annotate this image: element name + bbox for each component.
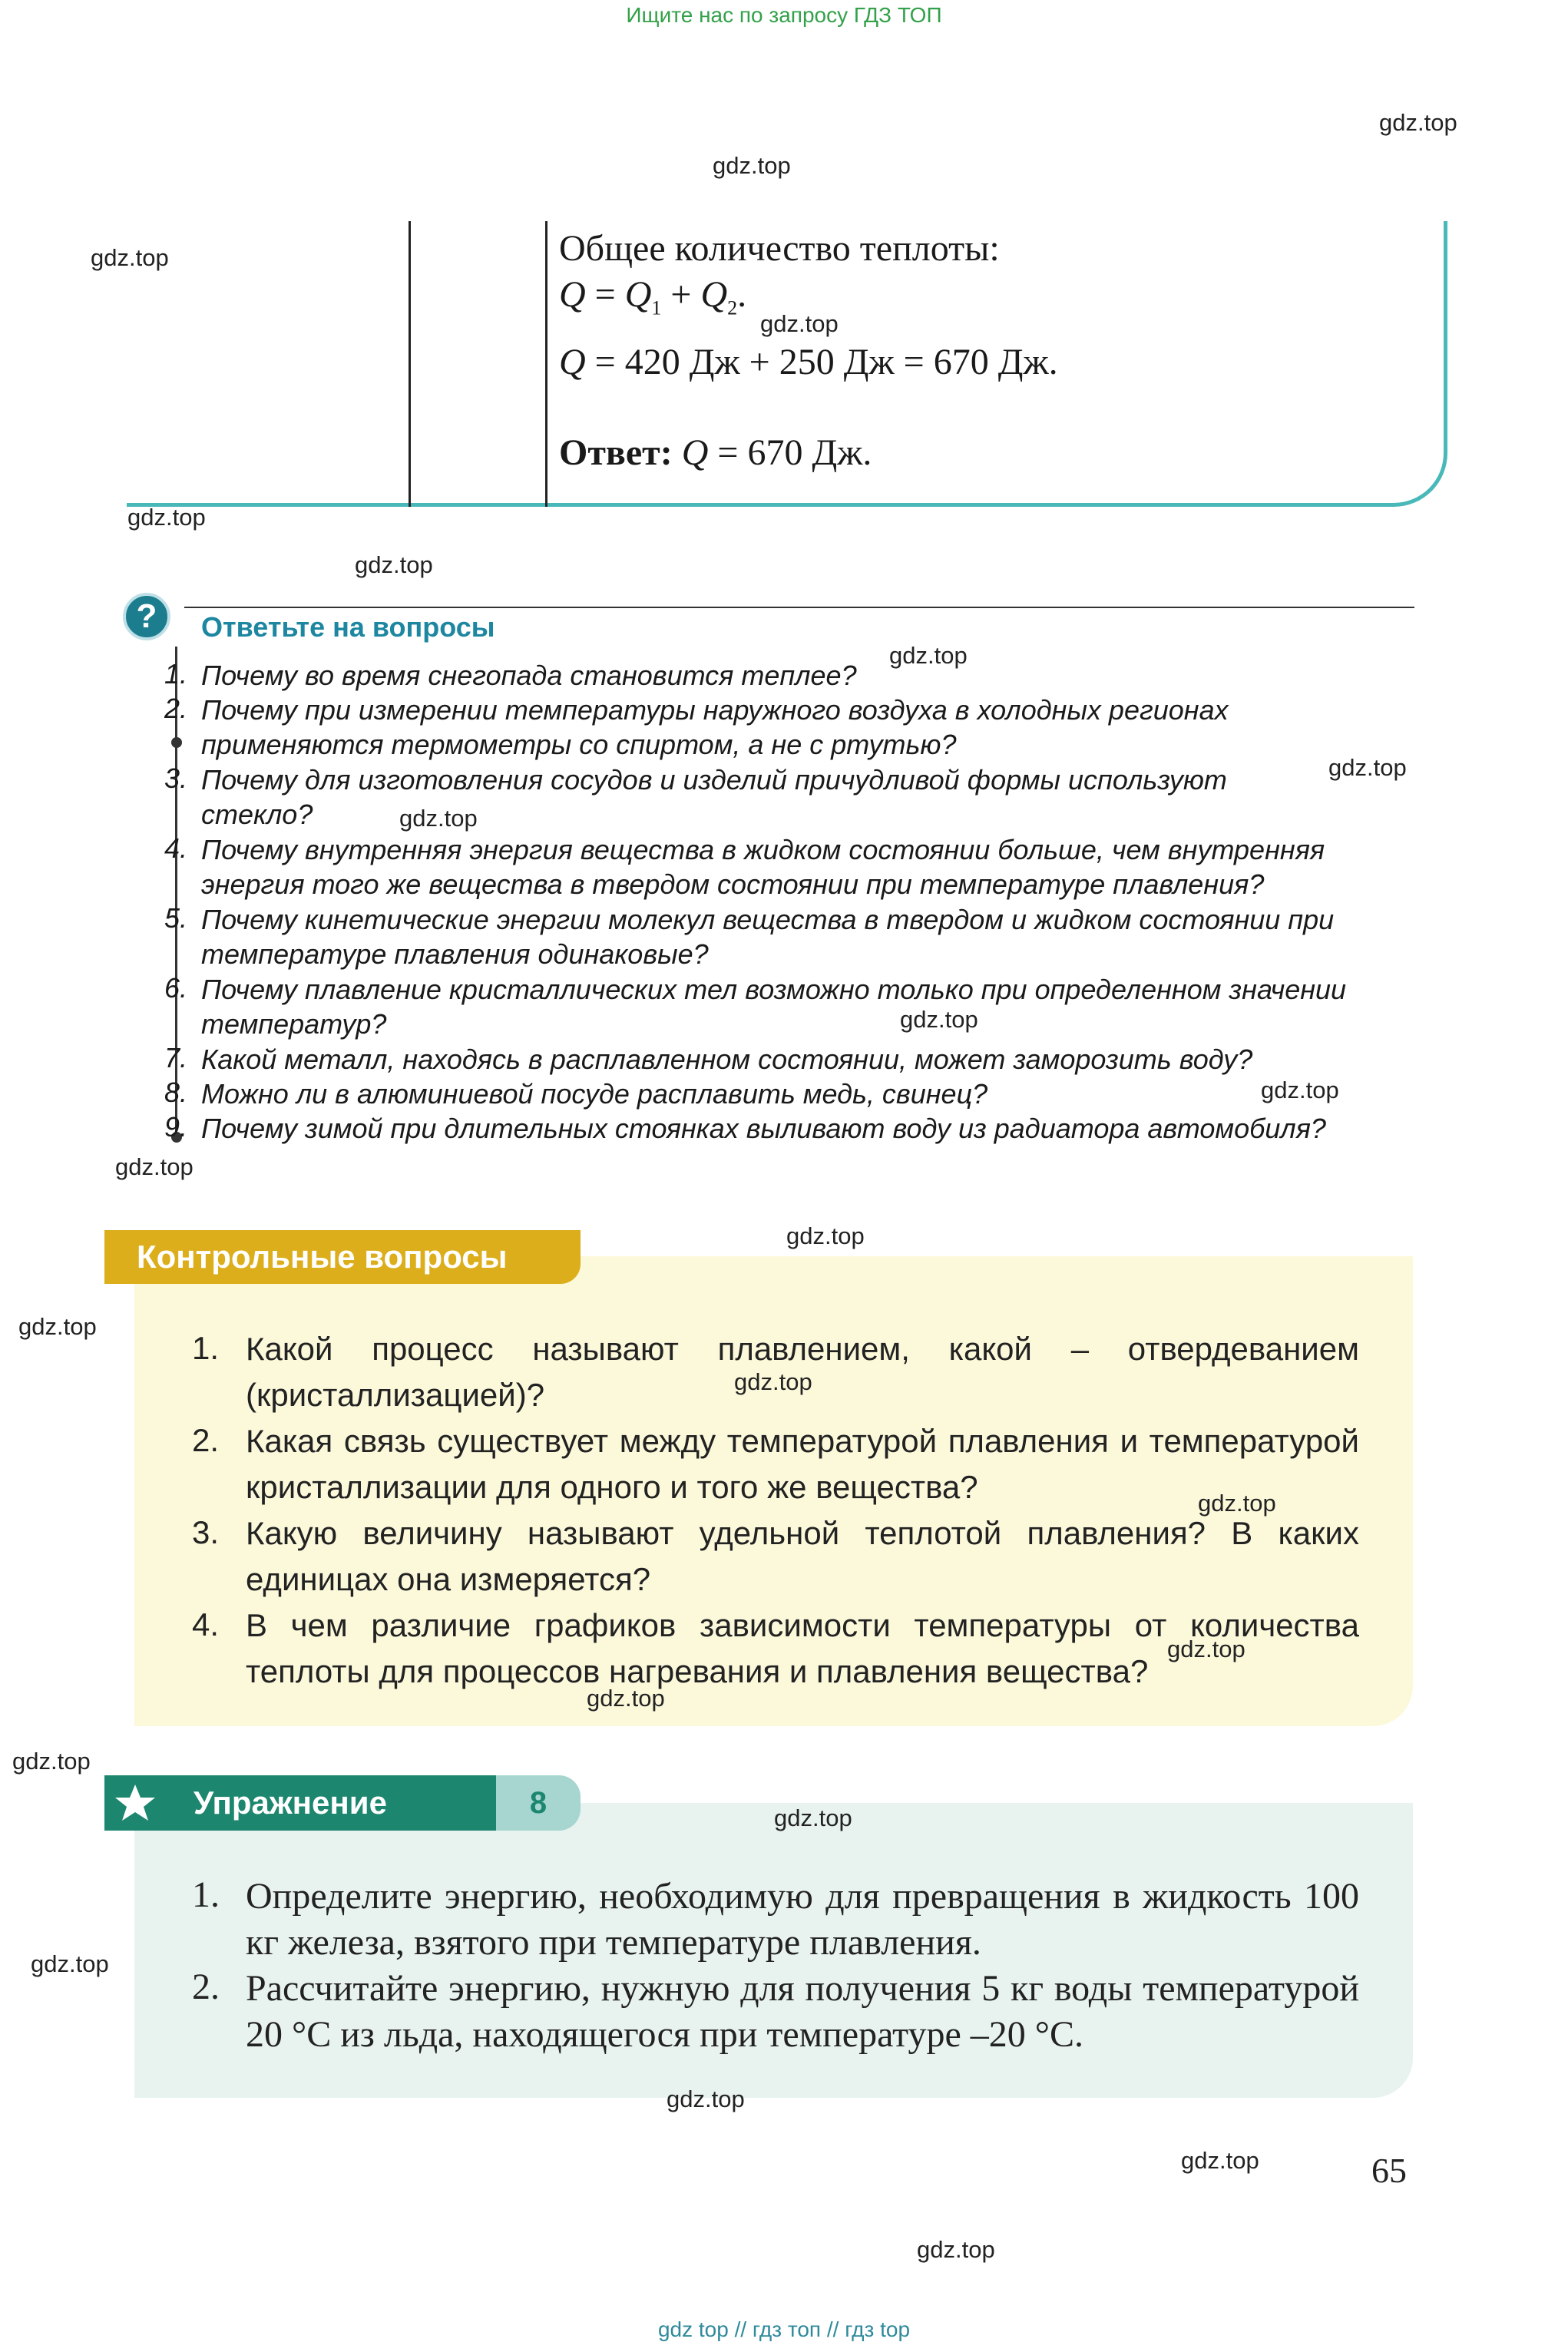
exercise-number-badge: 8	[496, 1775, 581, 1831]
watermark: gdz.top	[1181, 2147, 1259, 2174]
question-text: Какой металл, находясь в расплавленном состоянии, может заморозить воду?	[201, 1044, 1253, 1075]
question-text: Почему плавление кристаллических тел возможно только при определенном значении температур?	[201, 974, 1347, 1040]
watermark: gdz.top	[587, 1685, 665, 1712]
watermark: gdz.top	[127, 504, 206, 531]
top-search-note: Ищите нас по запросу ГДЗ ТОП	[626, 3, 942, 27]
formula-q: Q	[559, 274, 586, 315]
exercise-title: Упражнение	[104, 1775, 534, 1831]
watermark: gdz.top	[774, 1804, 852, 1831]
question-number: 4.	[164, 832, 188, 864]
watermark: gdz.top	[760, 310, 839, 337]
watermark: gdz.top	[399, 805, 478, 832]
question-number: 8.	[164, 1077, 188, 1108]
star-icon	[112, 1783, 158, 1823]
question-number: 2.	[164, 693, 188, 724]
solution-column-divider-1	[409, 221, 411, 507]
control-question-number: 4.	[192, 1606, 220, 1642]
question-number: 3.	[164, 762, 188, 794]
watermark: gdz.top	[91, 244, 169, 271]
exercise-text: Рассчитайте энергию, нужную для получения 5 кг воды температурой 20 °С из льда, находящегося при температуре –20 °С.	[246, 1968, 1359, 2055]
answer-value: = 670 Дж.	[717, 432, 872, 473]
exercise-text: Определите энергию, необходимую для превращения в жидкость 100 кг железа, взятого при температуре плавления.	[246, 1876, 1359, 1963]
formula-dot: .	[737, 274, 747, 315]
solution-formula-values	[559, 341, 1058, 383]
watermark: gdz.top	[1198, 1490, 1276, 1517]
questions-header-rule	[184, 607, 1414, 608]
watermark: gdz.top	[12, 1748, 91, 1775]
question-text: Почему для изготовления сосудов и изделий причудливой формы используют стекло?	[201, 764, 1227, 830]
question-number: 5.	[164, 902, 188, 934]
question-text: Почему внутренняя энергия вещества в жидком состоянии больше, чем внутренняя энергия того же вещества в твердом состоянии при температуре плавления?	[201, 834, 1325, 900]
watermark: gdz.top	[1167, 1636, 1245, 1662]
question-text: Почему при измерении температуры наружного воздуха в холодных регионах применяются термометры со спиртом, а не с ртутью?	[201, 694, 1229, 760]
question-text: Можно ли в алюминиевой посуде расплавить медь, свинец?	[201, 1078, 988, 1110]
answer-label: Ответ:	[559, 432, 673, 473]
questions-section-title: Ответьте на вопросы	[201, 611, 495, 643]
watermark: gdz.top	[667, 2086, 745, 2112]
watermark: gdz.top	[115, 1153, 194, 1180]
question-number: 1.	[164, 658, 188, 690]
control-question-text: Какая связь существует между температурой плавления и температурой кристаллизации для одного и того же вещества?	[246, 1423, 1359, 1505]
formula-q1: Q	[624, 274, 652, 315]
question-text: Почему зимой при длительных стоянках выливают воду из радиатора автомобиля?	[201, 1113, 1326, 1144]
formula-sub-1: 1	[651, 296, 662, 319]
page-number: 65	[1371, 2151, 1407, 2190]
watermark: gdz.top	[18, 1313, 97, 1340]
watermark: gdz.top	[1379, 109, 1457, 136]
watermark: gdz.top	[900, 1006, 978, 1033]
control-question-text: В чем различие графиков зависимости температуры от количества теплоты для процессов нагревания и плавления вещества?	[246, 1607, 1359, 1689]
watermark: gdz.top	[734, 1368, 812, 1395]
question-mark-icon: ?	[123, 593, 170, 640]
watermark: gdz.top	[31, 1950, 109, 1977]
answer-q: Q	[681, 432, 709, 473]
watermark: gdz.top	[713, 152, 791, 179]
solution-answer	[559, 432, 872, 474]
formula-equals: =	[594, 274, 616, 315]
watermark: gdz.top	[355, 551, 433, 578]
control-questions-title: Контрольные вопросы	[104, 1230, 581, 1284]
watermark: gdz.top	[917, 2236, 995, 2263]
question-text: Почему во время снегопада становится теплее?	[201, 660, 857, 691]
values-calculation: = 420 Дж + 250 Дж = 670 Дж.	[594, 342, 1058, 382]
solution-line-total-heat: Общее количество теплоты:	[559, 228, 1000, 269]
watermark: gdz.top	[1261, 1077, 1339, 1103]
watermark: gdz.top	[889, 642, 968, 669]
formula-q2: Q	[700, 274, 728, 315]
watermark: gdz.top	[786, 1222, 865, 1249]
question-text: Почему кинетические энергии молекул вещества в твердом и жидком состоянии при температуре плавления одинаковые?	[201, 904, 1335, 970]
control-question-number: 1.	[192, 1330, 220, 1366]
values-q: Q	[559, 342, 586, 382]
watermark: gdz.top	[1328, 754, 1407, 781]
questions-bullet-dot	[171, 737, 182, 748]
question-number: 7.	[164, 1042, 188, 1073]
solution-column-divider-2	[545, 221, 547, 507]
solution-formula-sum	[559, 273, 746, 320]
control-question-text: Какой процесс называют плавлением, какой – отвердеванием (кристаллизацией)?	[246, 1331, 1359, 1413]
question-number: 9.	[164, 1111, 188, 1143]
control-question-text: Какую величину называют удельной теплотой плавления? В каких единицах она измеряется?	[246, 1515, 1359, 1597]
control-question-number: 3.	[192, 1514, 220, 1550]
bottom-note: gdz top // гдз топ // гдз top	[657, 2317, 911, 2341]
formula-sub-2: 2	[727, 296, 738, 319]
exercise-number: 2.	[192, 1967, 220, 2007]
control-question-number: 2.	[192, 1422, 220, 1458]
formula-plus: +	[670, 274, 692, 315]
question-number: 6.	[164, 972, 188, 1004]
exercise-number: 1.	[192, 1874, 220, 1915]
